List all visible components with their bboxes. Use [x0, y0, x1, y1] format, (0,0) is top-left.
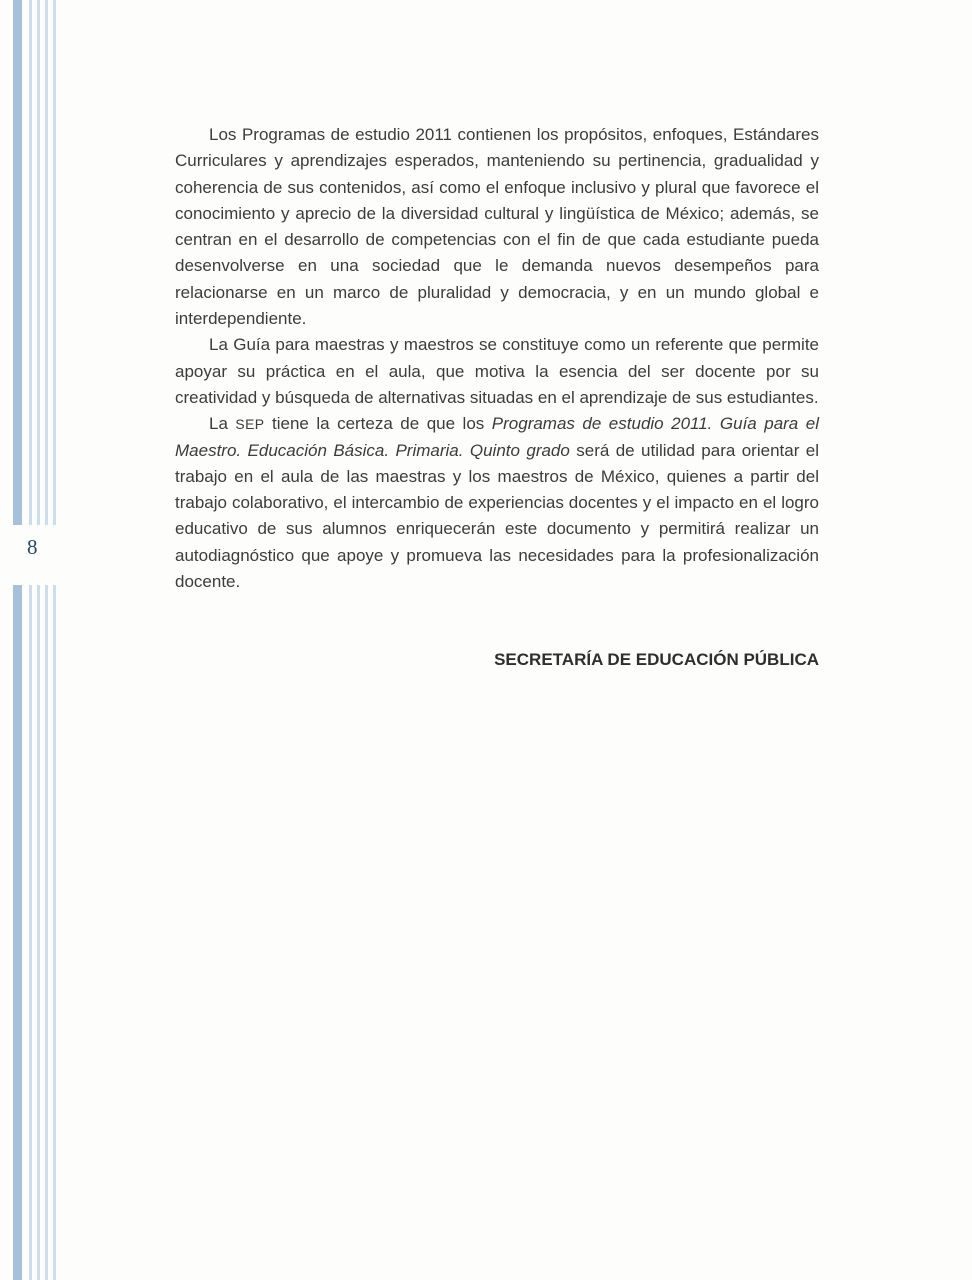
decorative-stripes-top: [13, 0, 61, 525]
page-number: 8: [27, 535, 38, 559]
paragraph: [175, 122, 819, 332]
text-segment: Los Programas de estudio 2011 contienen los propósitos, enfoques, Estándares Curriculares y aprendizajes esperados, manteniendo su pertinencia, gradualidad y coherencia de sus contenidos, así como el enfoque inclusivo y plural que favorece el conocimiento y aprecio de la diversidad cultural y lingüística de México; además, se centran en el desarrollo de competencias con el fin de que cada estudiante pueda desenvolverse en una sociedad que le demanda nuevos desempeños para relacionarse en un marco de pluralidad y democracia, y en un mundo global e interdependiente.: [175, 125, 819, 329]
stripe: [45, 585, 48, 1280]
text-segment: tiene la certeza de que los: [264, 414, 492, 434]
decorative-stripes-bottom: [13, 585, 61, 1280]
stripe: [13, 585, 22, 1280]
stripe: [45, 0, 48, 525]
text-segment: SEP: [235, 416, 265, 433]
stripe: [29, 0, 32, 525]
footer-author: SECRETARÍA DE EDUCACIÓN PÚBLICA: [494, 650, 819, 670]
stripe: [37, 585, 40, 1280]
text-segment: La: [209, 414, 236, 434]
paragraph: [175, 332, 819, 411]
text-segment: Programas de estudio 2011. Guía para el Maestro. Educación Básica. Primaria. Quinto grado: [175, 414, 819, 460]
stripe: [29, 585, 32, 1280]
stripe: [13, 0, 22, 525]
stripe: [37, 0, 40, 525]
text-segment: será de utilidad para orientar el trabajo en el aula de las maestras y los maestros de México, quienes a partir del trabajo colaborativo, el intercambio de experiencias docentes y el impacto en el logro educativo de sus alumnos enriquecerán este documento y permitirá realizar un autodiagnóstico que apoye y promueva las necesidades para la profesionalización docente.: [175, 440, 819, 592]
text-segment: La Guía para maestras y maestros se constituye como un referente que permite apoyar su práctica en el aula, que motiva la esencia del ser docente por su creatividad y búsqueda de alternativas situadas en el aprendizaje de sus estudiantes.: [175, 335, 819, 407]
stripe: [53, 0, 56, 525]
paragraph: [175, 411, 819, 595]
body-text: [175, 122, 819, 674]
stripe: [53, 585, 56, 1280]
